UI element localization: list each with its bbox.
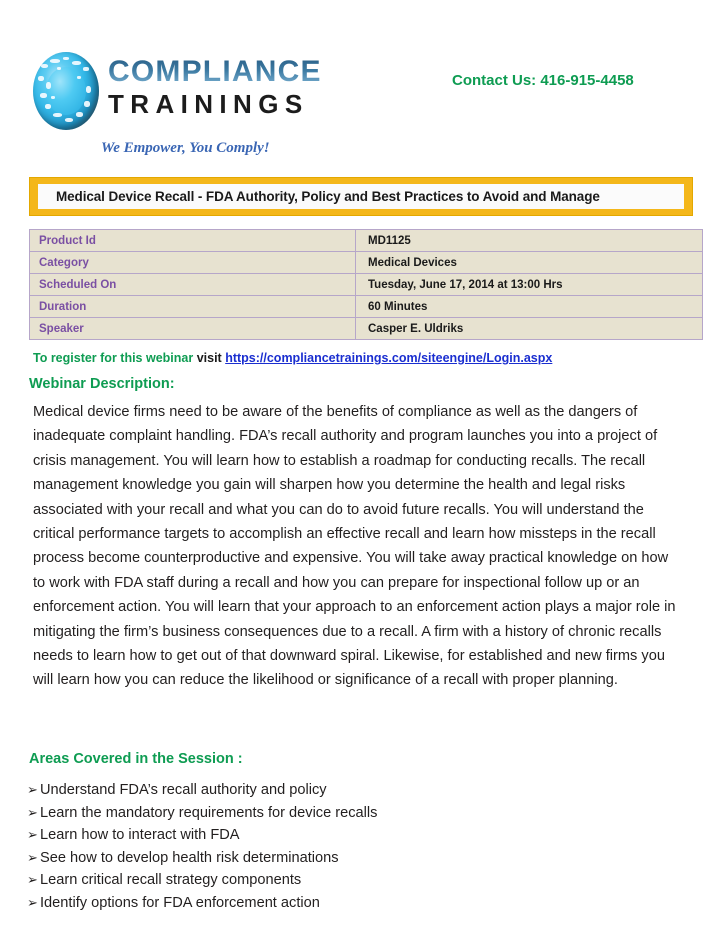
contact-us-text: Contact Us: 416-915-4458 [452, 72, 634, 89]
areas-item-label: Identify options for FDA enforcement action [40, 894, 320, 911]
areas-item-label: Learn critical recall strategy components [40, 872, 302, 889]
detail-label-duration: Duration [30, 296, 356, 318]
globe-icon [33, 52, 99, 130]
arrow-bullet-icon: ➢ [27, 872, 38, 888]
detail-label-category: Category [30, 252, 356, 274]
brand-tagline: We Empower, You Comply! [101, 140, 270, 156]
arrow-bullet-icon: ➢ [27, 827, 38, 843]
areas-item-label: Understand FDA’s recall authority and policy [40, 782, 327, 798]
register-lead-text: To register for this webinar [33, 351, 194, 365]
areas-covered-list [27, 779, 687, 915]
areas-item-label: See how to develop health risk determinations [40, 849, 339, 866]
list-item [27, 779, 687, 802]
detail-value-speaker: Casper E. Uldriks [356, 318, 703, 340]
detail-label-scheduled-on: Scheduled On [30, 274, 356, 296]
table-row [30, 318, 703, 340]
arrow-bullet-icon: ➢ [27, 804, 38, 820]
register-link[interactable]: https://compliancetrainings.com/siteengine/Login.aspx [225, 351, 553, 365]
page-title: Medical Device Recall - FDA Authority, Policy and Best Practices to Avoid and Manage [56, 189, 600, 204]
details-table-body [30, 230, 703, 340]
detail-value-category: Medical Devices [356, 252, 703, 274]
detail-label-product-id: Product Id [30, 230, 356, 252]
detail-value-scheduled-on: Tuesday, June 17, 2014 at 13:00 Hrs [356, 274, 703, 296]
webinar-details-table [29, 229, 703, 340]
webinar-title-bar [29, 177, 693, 216]
table-row [30, 230, 703, 252]
webinar-title-inner [38, 184, 684, 209]
webinar-description-body: Medical device firms need to be aware of the benefits of compliance as well as the dangers of inadequate complaint handling. FDA’s recall authority and program launches you into a project of crisis management. You will learn how to establish a roadmap for conducting recalls. The recall management knowledge you gain will sharpen how you determine the health and legal risks associated with your recall and what you can do to avoid future recalls. You will understand the critical performance targets to accomplish an effective recall and learn how missteps in the recall process become counterproductive and expensive. You will take away practical knowledge on how to work with FDA staff during a recall and how you can prepare for inspectional follow up or an enforcement action. You will learn that your approach to an enforcement action plays a major role in mitigating the firm’s business consequences due to a recall. A firm with a history of chronic recalls needs to learn how to get out of that downward spiral. Likewise, for established and new firms you will learn how you can reduce the likelihood or significance of a recall with proper planning. [33, 404, 676, 689]
detail-value-duration: 60 Minutes [356, 296, 703, 318]
list-item [27, 869, 687, 892]
areas-item-label: Learn the mandatory requirements for device recalls [40, 804, 378, 821]
page-header [0, 0, 720, 168]
table-row [30, 296, 703, 318]
areas-item-label: Learn how to interact with FDA [40, 827, 240, 844]
brand-word-compliance: COMPLIANCE [108, 55, 322, 88]
globe-continents [33, 52, 99, 130]
table-row [30, 274, 703, 296]
brand-word-trainings: TRAININGS [108, 89, 309, 119]
webinar-description-heading: Webinar Description: [29, 376, 175, 392]
brand-logo [33, 52, 322, 130]
list-item [27, 892, 687, 915]
areas-covered-heading: Areas Covered in the Session : [29, 751, 243, 767]
register-visit-text: visit [196, 351, 222, 365]
brand-wordmark [108, 57, 322, 119]
list-item [27, 847, 687, 870]
list-item [27, 802, 687, 825]
arrow-bullet-icon: ➢ [27, 894, 38, 910]
register-line [33, 351, 552, 365]
detail-label-speaker: Speaker [30, 318, 356, 340]
table-row [30, 252, 703, 274]
arrow-bullet-icon: ➢ [27, 782, 38, 797]
detail-value-product-id: MD1125 [356, 230, 703, 252]
list-item [27, 824, 687, 847]
arrow-bullet-icon: ➢ [27, 849, 38, 865]
